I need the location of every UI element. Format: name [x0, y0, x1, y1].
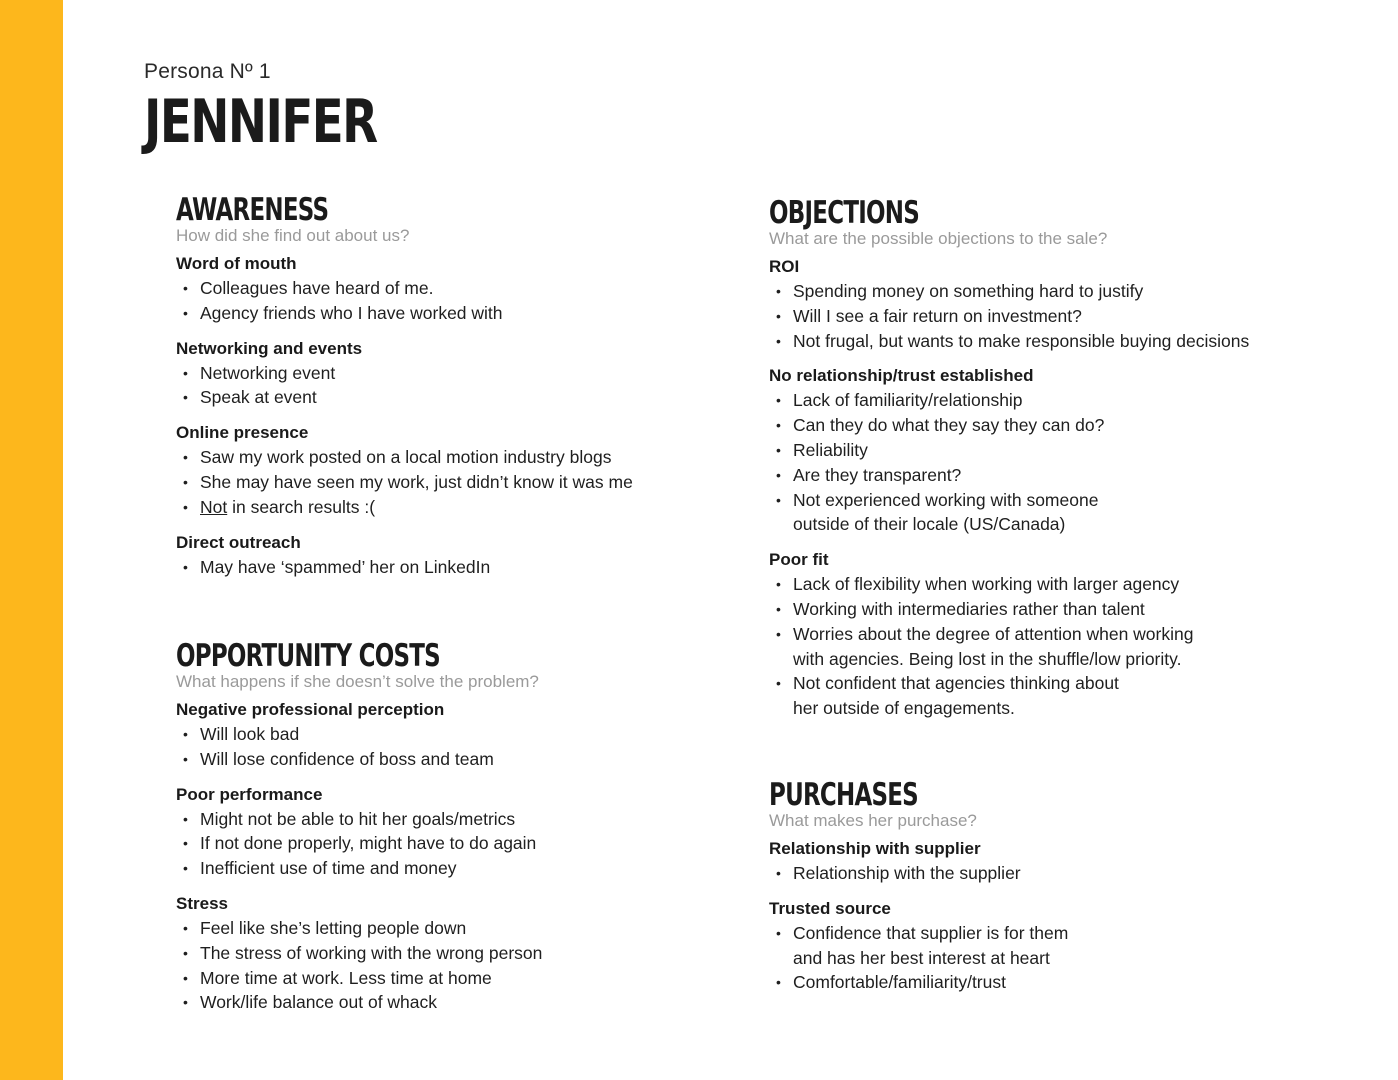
list-item: • Speak at event: [176, 385, 633, 410]
group-title: Trusted source: [769, 898, 891, 918]
group-negative-perception: [176, 698, 542, 772]
list-item: • The stress of working with the wrong person: [176, 941, 542, 966]
list-item: • Will lose confidence of boss and team: [176, 747, 542, 772]
list-item-line: with agencies. Being lost in the shuffle/low priority.: [793, 648, 1182, 669]
list-item: • Working with intermediaries rather than talent: [769, 597, 1249, 622]
section-purchases: [769, 778, 1068, 995]
list-item: • Inefficient use of time and money: [176, 856, 542, 881]
list-item: • Not frugal, but wants to make responsible buying decisions: [769, 329, 1249, 354]
group-relationship-supplier: [769, 837, 1068, 886]
list-item: • May have ‘spammed’ her on LinkedIn: [176, 555, 633, 580]
list-item: • Work/life balance out of whack: [176, 990, 542, 1015]
list-item: • Agency friends who I have worked with: [176, 301, 633, 326]
list-item: • Spending money on something hard to justify: [769, 279, 1249, 304]
section-subtitle: What are the possible objections to the sale?: [769, 229, 1108, 248]
group-title: Poor performance: [176, 784, 323, 804]
list-item: • Colleagues have heard of me.: [176, 276, 633, 301]
list-item: • Comfortable/familiarity/trust: [769, 970, 1068, 995]
list-item-line: Not experienced working with someone: [793, 489, 1099, 510]
list-item: [176, 495, 633, 520]
list-item: • If not done properly, might have to do again: [176, 831, 542, 856]
group-word-of-mouth: [176, 252, 633, 326]
group-title: Stress: [176, 893, 228, 913]
group-stress: [176, 892, 542, 1015]
group-direct-outreach: [176, 531, 633, 580]
list-item: • Will look bad: [176, 722, 542, 747]
section-title: OPPORTUNITY COSTS: [176, 638, 440, 674]
section-title: PURCHASES: [769, 777, 918, 813]
group-title: Relationship with supplier: [769, 839, 981, 858]
group-networking: [176, 337, 633, 411]
list-item: • She may have seen my work, just didn’t know it was me: [176, 470, 633, 495]
persona-label: Persona Nº 1: [144, 60, 271, 83]
section-opportunity-costs: [176, 639, 542, 1015]
accent-side-bar: [0, 0, 63, 1080]
list-item-line: her outside of engagements.: [793, 698, 1015, 719]
group-title: Word of mouth: [176, 254, 297, 273]
list-item-text: in search results :(: [227, 496, 376, 517]
section-awareness: [176, 193, 633, 579]
group-title: Networking and events: [176, 338, 363, 358]
list-item: [769, 488, 1249, 538]
group-poor-fit: [769, 548, 1249, 721]
list-item: • Lack of flexibility when working with larger agency: [769, 572, 1249, 597]
list-item-line: and has her best interest at heart: [793, 947, 1050, 968]
list-item: • Reliability: [769, 438, 1249, 463]
list-item: • More time at work. Less time at home: [176, 966, 542, 991]
list-item: • Might not be able to hit her goals/metrics: [176, 807, 542, 832]
list-item-line: Worries about the degree of attention when working: [793, 623, 1194, 644]
persona-header: [144, 58, 442, 157]
group-title: Online presence: [176, 423, 309, 443]
group-online-presence: [176, 421, 633, 519]
list-item-line: Not confident that agencies thinking about: [793, 673, 1119, 694]
group-title: Poor fit: [769, 550, 829, 570]
list-item: • Lack of familiarity/relationship: [769, 388, 1249, 413]
group-title: Direct outreach: [176, 532, 301, 552]
group-roi: [769, 255, 1249, 353]
group-poor-performance: [176, 783, 542, 881]
list-item-line: Confidence that supplier is for them: [793, 922, 1069, 943]
group-trusted-source: [769, 897, 1068, 995]
group-title: Negative professional perception: [176, 700, 445, 719]
list-item: • Are they transparent?: [769, 463, 1249, 488]
group-title: No relationship/trust established: [769, 366, 1034, 386]
list-item: • Networking event: [176, 361, 633, 386]
section-objections: [769, 196, 1249, 721]
group-title: ROI: [769, 257, 800, 276]
section-subtitle: What happens if she doesn’t solve the problem?: [176, 672, 539, 691]
underlined-text: Not: [200, 496, 228, 517]
list-item: • Will I see a fair return on investment?: [769, 304, 1249, 329]
section-subtitle: What makes her purchase?: [769, 811, 977, 830]
list-item: • Relationship with the supplier: [769, 861, 1068, 886]
list-item: [769, 671, 1249, 721]
section-subtitle: How did she find out about us?: [176, 226, 410, 245]
list-item: [769, 622, 1249, 672]
list-item: • Can they do what they say they can do?: [769, 413, 1249, 438]
list-item-line: outside of their locale (US/Canada): [793, 514, 1066, 535]
list-item: • Feel like she’s letting people down: [176, 916, 542, 941]
persona-name: JENNIFER: [144, 87, 377, 157]
list-item: • Saw my work posted on a local motion industry blogs: [176, 445, 633, 470]
list-item: [769, 921, 1068, 971]
section-title: OBJECTIONS: [769, 195, 920, 231]
section-title: AWARENESS: [176, 192, 329, 228]
group-no-relationship: [769, 364, 1249, 537]
